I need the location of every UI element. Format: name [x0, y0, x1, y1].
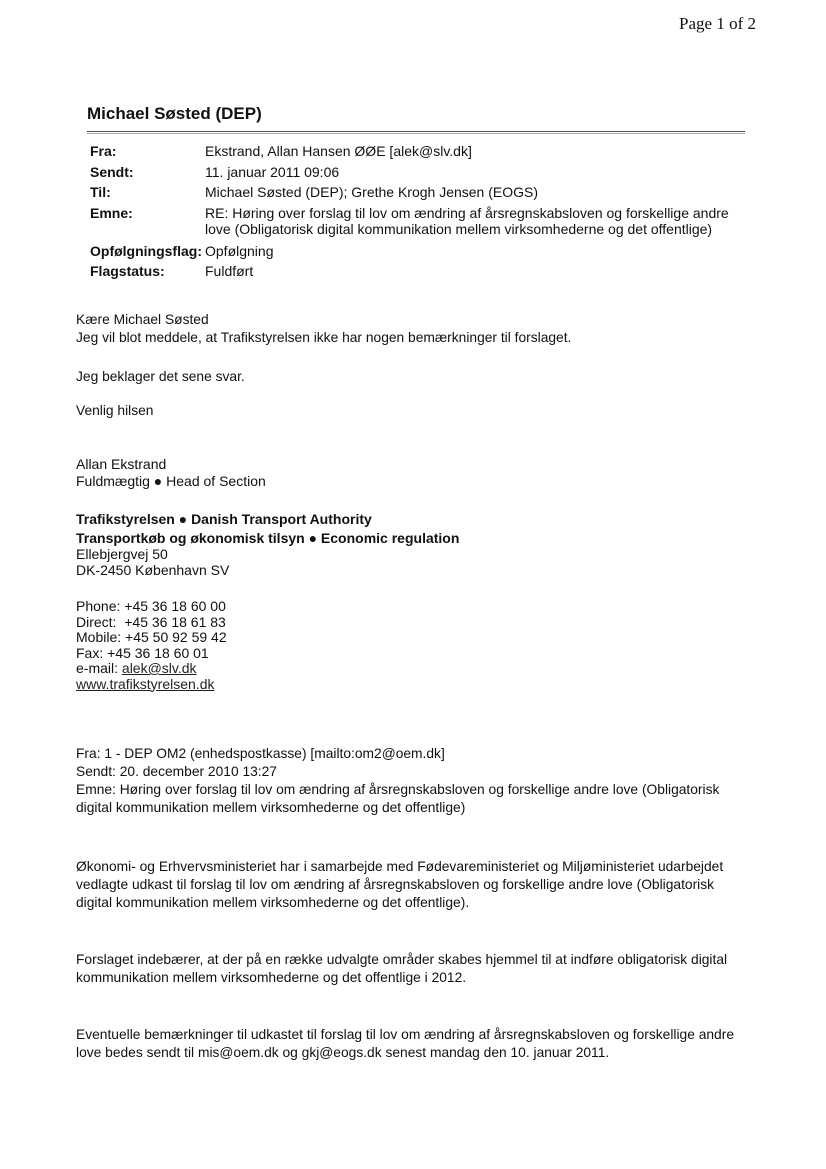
header-sent [90, 164, 740, 180]
closing: Venlig hilsen [76, 403, 154, 418]
forwarded-sent: Sendt: 20. december 2010 13:27 [76, 764, 277, 779]
header-followup-flag [90, 243, 740, 259]
from-label: Fra: [90, 143, 117, 159]
subject-value: RE: Høring over forslag til lov om ændring af årsregnskabsloven og forskellige andre love (Obligatorisk digital kommunikation mellem virksomhederne og det offentlige) [205, 204, 729, 237]
forwarded-paragraph-1 [76, 858, 766, 912]
followup-value: Opfølgning [205, 242, 274, 259]
sent-label: Sendt: [90, 163, 134, 180]
para1-line-1: Økonomi- og Erhvervsministeriet har i samarbejde med Fødevareministeriet og Miljøministeriet udarbejdet [76, 859, 724, 874]
forwarded-paragraph-2 [76, 951, 766, 987]
header-to [90, 184, 740, 200]
forwarded-subject-line-2: digital kommunikation mellem virksomhederne og det offentlige) [76, 800, 466, 815]
header-from [90, 143, 740, 159]
signature-website-link[interactable]: www.trafikstyrelsen.dk [76, 675, 215, 692]
header-subject [90, 205, 740, 237]
sent-value: 11. januar 2011 09:06 [205, 163, 340, 180]
body-line-1: Jeg vil blot meddele, at Trafikstyrelsen ikke har nogen bemærkninger til forslaget. [76, 330, 572, 345]
signature-direct: Direct: +45 36 18 61 83 [76, 613, 226, 630]
signature-fax: Fax: +45 36 18 60 01 [76, 644, 209, 661]
header-flag-status [90, 263, 740, 279]
sender-title: Michael Søsted (DEP) [87, 104, 262, 123]
message-body [76, 311, 766, 347]
greeting: Kære Michael Søsted [76, 312, 209, 327]
para3-line-1: Eventuelle bemærkninger til udkastet til forslag til lov om ændring af årsregnskabsloven og forskellige andre [76, 1027, 734, 1042]
subject-label: Emne: [90, 204, 133, 221]
forwarded-subject-line-1: Emne: Høring over forslag til lov om ændring af årsregnskabsloven og forskellige andre love (Obligatorisk [76, 782, 720, 797]
body-apology-block [76, 368, 766, 386]
signature-city: DK-2450 København SV [76, 562, 230, 578]
signature [76, 456, 766, 692]
forwarded-from: Fra: 1 - DEP OM2 (enhedspostkasse) [mailto:om2@oem.dk] [76, 746, 445, 761]
body-line-2: Jeg beklager det sene svar. [76, 369, 245, 384]
forwarded-headers [76, 745, 766, 817]
page-number: Page 1 of 2 [679, 14, 756, 33]
signature-role: Fuldmægtig ● Head of Section [76, 473, 266, 489]
title-divider [87, 131, 745, 134]
para1-line-3: digital kommunikation mellem virksomhederne og det offentlige). [76, 895, 470, 910]
from-value: Ekstrand, Allan Hansen ØØE [alek@slv.dk] [205, 143, 472, 159]
to-label: Til: [90, 184, 111, 200]
signature-phone: Phone: +45 36 18 60 00 [76, 598, 226, 614]
followup-label: Opfølgningsflag: [90, 242, 202, 259]
signature-website-line [76, 677, 766, 693]
signature-street: Ellebjergvej 50 [76, 546, 168, 562]
signature-email-line [76, 661, 766, 677]
signature-org: Trafikstyrelsen ● Danish Transport Authority [76, 511, 372, 527]
signature-dept: Transportkøb og økonomisk tilsyn ● Economic regulation [76, 530, 460, 546]
para2-line-2: kommunikation mellem virksomhederne og det offentlige i 2012. [76, 970, 467, 985]
email-headers [90, 143, 740, 284]
para3-line-2: love bedes sendt til mis@oem.dk og gkj@eogs.dk senest mandag den 10. januar 2011. [76, 1045, 610, 1060]
to-value: Michael Søsted (DEP); Grethe Krogh Jensen (EOGS) [205, 184, 539, 200]
signature-mobile: Mobile: +45 50 92 59 42 [76, 629, 227, 645]
forwarded-paragraph-3 [76, 1026, 766, 1062]
para1-line-2: vedlagte udkast til forslag til lov om ændring af årsregnskabsloven og forskellige andre love (Obligatorisk [76, 877, 715, 892]
flagstatus-value: Fuldført [205, 263, 254, 279]
signature-name: Allan Ekstrand [76, 456, 167, 472]
signature-email-label: e-mail: [76, 660, 122, 676]
body-closing-block [76, 402, 766, 420]
signature-email-link[interactable]: alek@slv.dk [121, 660, 197, 676]
flagstatus-label: Flagstatus: [90, 263, 165, 279]
para2-line-1: Forslaget indebærer, at der på en række udvalgte områder skabes hjemmel til at indføre obligatorisk digital [76, 952, 728, 967]
